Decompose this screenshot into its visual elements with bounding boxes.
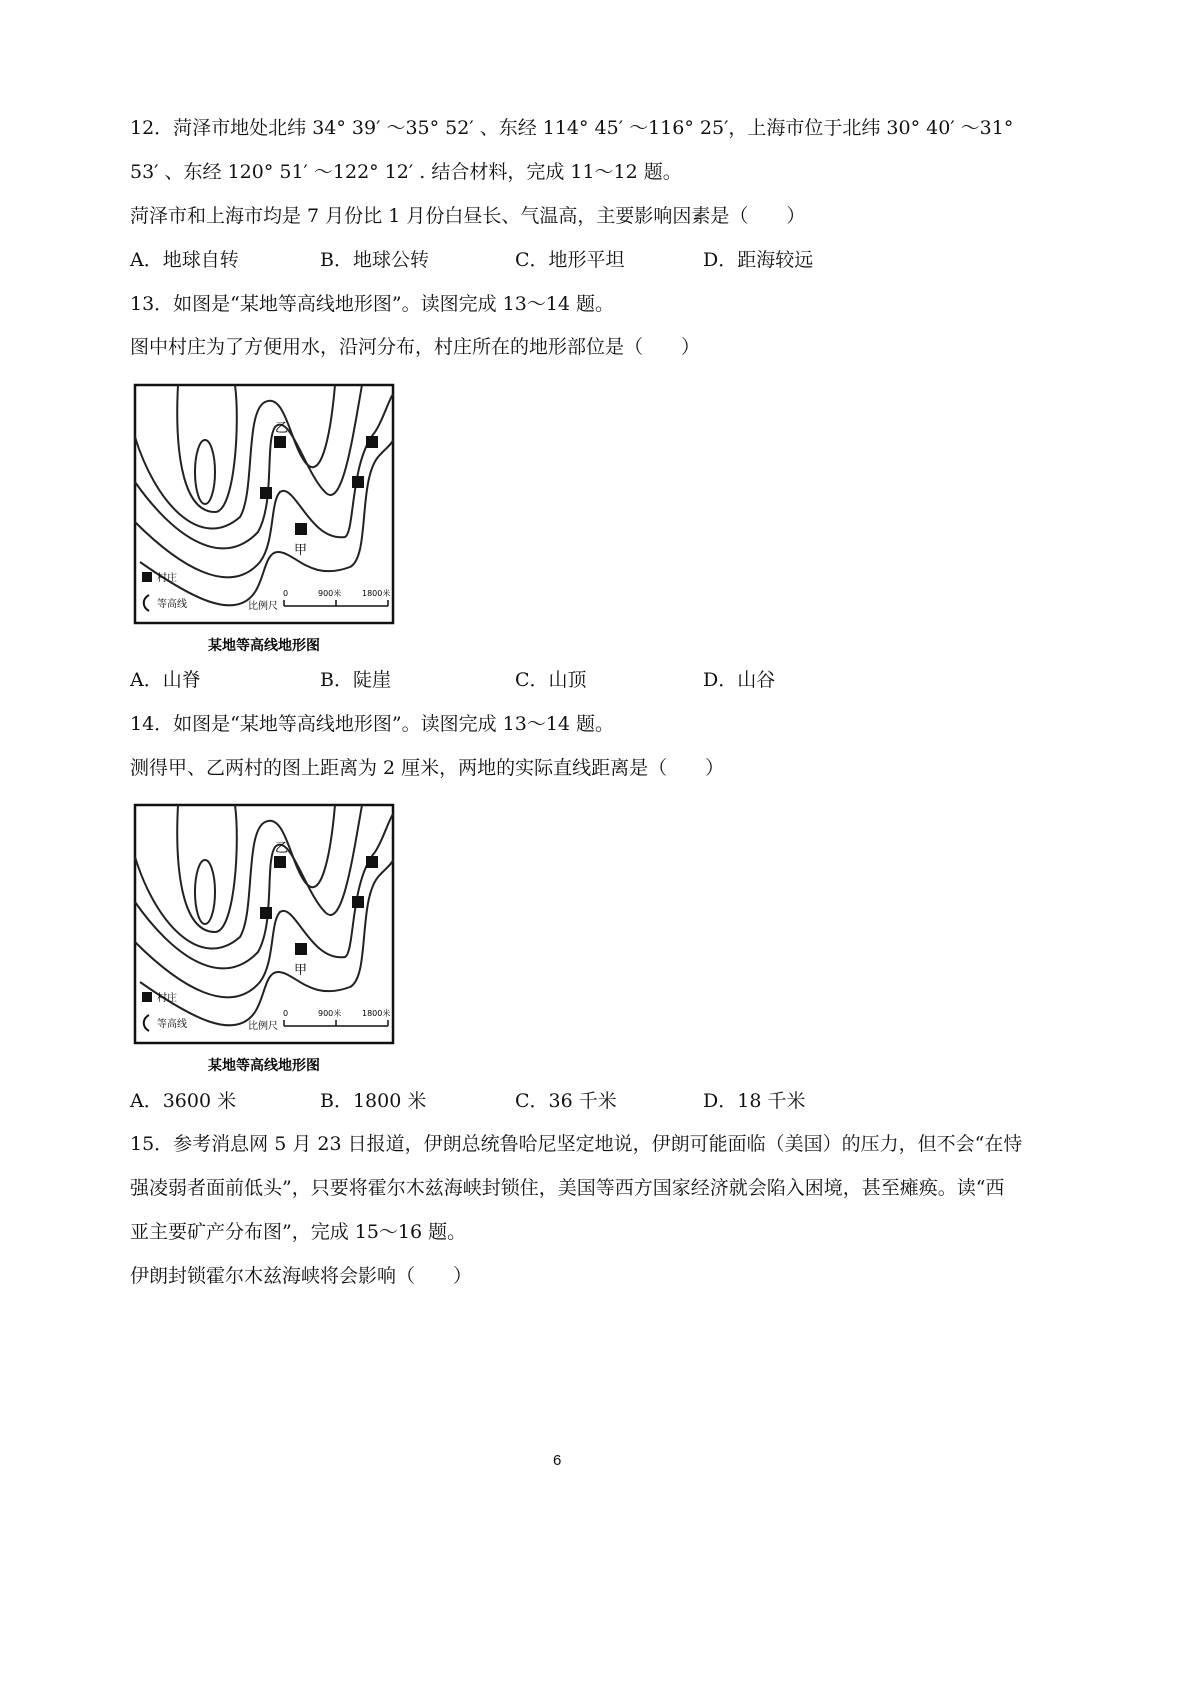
village-marker [295,943,307,955]
scale-0: 0 [283,1009,289,1018]
q15-line2: 强凌弱者面前低头”，只要将霍尔木兹海峡封锁住，美国等西方国家经济就会陷入困境，甚至瘫痪。读“西 [130,1177,1005,1199]
legend-village-icon [142,992,152,1002]
scale-1800: 1800米 [362,589,391,598]
q14-option-b[interactable]: B．1800 米 [320,1090,427,1112]
village-marker [366,856,378,868]
q14-option-c[interactable]: C．36 千米 [515,1090,617,1112]
village-marker [274,856,286,868]
village-marker [260,907,272,919]
legend-village-icon [142,572,152,582]
legend-contour-label: 等高线 [157,599,187,610]
q14-line1: 14．如图是“某地等高线地形图”。读图完成 13～14 题。 [130,713,615,735]
legend-village-label: 村庄 [157,993,177,1004]
q12-line1: 12．菏泽市地处北纬 34° 39′ ～35° 52′ 、东经 114° 45′ ～116° 25′，上海市位于北纬 30° 40′ ～31° [130,117,1014,139]
village-marker [260,487,272,499]
q12-option-b[interactable]: B．地球公转 [320,249,429,271]
label-jia: 甲 [294,543,308,558]
scale-900: 900米 [318,1009,342,1018]
legend-village-label: 村庄 [157,573,177,584]
q15-line1: 15．参考消息网 5 月 23 日报道，伊朗总统鲁哈尼坚定地说，伊朗可能面临（美国）的压力，但不会“在恃 [130,1133,1023,1155]
q13-stem: 图中村庄为了方便用水，沿河分布，村庄所在的地形部位是（ ） [130,336,701,358]
page-number: 6 [553,1452,562,1469]
village-marker [352,476,364,488]
q12-stem: 菏泽市和上海市均是 7 月份比 1 月份白昼长、气温高，主要影响因素是（ ） [130,205,806,227]
q12-line2: 53′ 、东经 120° 51′ ～122° 12′ . 结合材料，完成 11～12 题。 [130,161,682,183]
contour-map-figure-1 [130,382,420,677]
q15-stem: 伊朗封锁霍尔木兹海峡将会影响（ ） [130,1265,473,1287]
q12-option-d[interactable]: D．距海较远 [703,249,814,271]
legend-contour-label: 等高线 [157,1019,187,1030]
q14-stem: 测得甲、乙两村的图上距离为 2 厘米，两地的实际直线距离是（ ） [130,757,725,779]
q13-option-a[interactable]: A．山脊 [130,669,201,691]
q13-option-b[interactable]: B．陡崖 [320,669,391,691]
scale-label: 比例尺 [248,601,278,612]
q14-option-a[interactable]: A．3600 米 [130,1090,237,1112]
map-caption: 某地等高线地形图 [208,1058,320,1074]
q15-line3: 亚主要矿产分布图”，完成 15～16 题。 [130,1221,467,1243]
village-marker [352,896,364,908]
q13-option-c[interactable]: C．山顶 [515,669,587,691]
q13-option-d[interactable]: D．山谷 [703,669,776,691]
q12-option-c[interactable]: C．地形平坦 [515,249,625,271]
q12-option-a[interactable]: A．地球自转 [130,249,239,271]
label-yi: 乙 [275,421,289,436]
village-marker [366,436,378,448]
village-marker [295,523,307,535]
map-caption: 某地等高线地形图 [208,638,320,654]
label-jia: 甲 [294,963,308,978]
q13-line1: 13．如图是“某地等高线地形图”。读图完成 13～14 题。 [130,293,615,315]
scale-0: 0 [283,589,289,598]
label-yi: 乙 [275,841,289,856]
scale-900: 900米 [318,589,342,598]
scale-1800: 1800米 [362,1009,391,1018]
village-marker [274,436,286,448]
q14-option-d[interactable]: D．18 千米 [703,1090,806,1112]
scale-label: 比例尺 [248,1021,278,1032]
contour-map-figure-2 [130,802,420,1097]
